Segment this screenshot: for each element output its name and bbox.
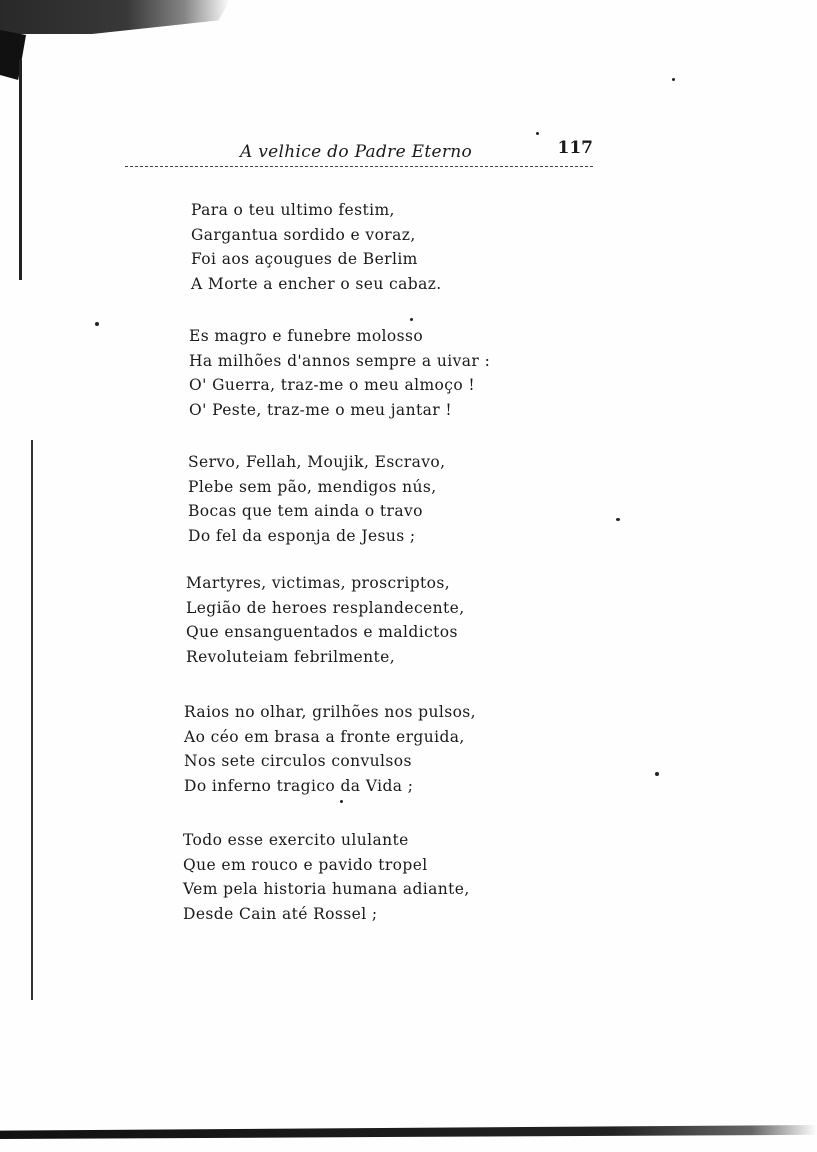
verse-line: Todo esse exercito ululante [183,831,409,849]
scan-edge-left-lower [31,440,33,1000]
verse-line: Vem pela historia humana adiante, [183,880,470,898]
stanza-3 [188,450,445,548]
stanza-6 [183,828,470,926]
dust-speck [672,78,675,81]
verse-line: Raios no olhar, grilhões nos pulsos, [184,703,476,721]
running-header [125,138,595,168]
dust-speck [95,322,99,326]
verse-line: A Morte a encher o seu cabaz. [191,274,442,293]
verse-line: Ha milhões d'annos sempre a uivar : [189,351,491,370]
scan-edge-top [0,0,230,34]
verse-line: Desde Cain até Rossel ; [183,904,378,923]
dust-speck [340,800,343,803]
verse-line: Martyres, victimas, proscriptos, [186,574,451,592]
verse-line: Legião de heroes resplandecente, [186,598,465,617]
verse-line: Nos sete circulos convulsos [184,752,412,770]
stanza-4 [186,571,465,669]
verse-line: Que em rouco e pavido tropel [183,855,428,874]
verse-line: Servo, Fellah, Moujik, Escravo, [188,453,446,471]
stanza-5 [184,700,476,798]
verse-line: Foi aos açougues de Berlim [191,250,418,268]
verse-line: Plebe sem pão, mendigos nús, [188,477,437,496]
verse-line: Revoluteiam febrilmente, [186,647,396,666]
dust-speck [655,772,659,776]
scan-edge-left [19,60,22,280]
verse-line: Es magro e funebre molosso [189,327,424,345]
scan-edge-corner [0,30,26,80]
verse-line: O' Guerra, traz-me o meu almoço ! [189,376,476,394]
dust-speck [536,132,539,135]
dust-speck [410,318,413,321]
verse-line: Do inferno tragico da Vida ; [184,776,414,795]
dust-speck [616,518,620,521]
verse-line: Do fel da esponja de Jesus ; [188,526,416,545]
verse-line: Gargantua sordido e voraz, [191,225,416,244]
stanza-2 [189,324,490,422]
verse-line: O' Peste, traz-me o meu jantar ! [189,400,452,419]
verse-line: Ao céo em brasa a fronte erguida, [184,727,465,746]
verse-line: Bocas que tem ainda o travo [188,502,423,520]
page-number: 117 [557,138,593,158]
header-title: A velhice do Padre Eterno [240,142,473,162]
verse-line: Para o teu ultimo festim, [191,201,395,219]
verse-line: Que ensanguentados e maldictos [186,623,458,641]
header-rule [125,166,593,167]
stanza-1 [191,198,442,296]
scan-edge-bottom [0,1125,817,1139]
